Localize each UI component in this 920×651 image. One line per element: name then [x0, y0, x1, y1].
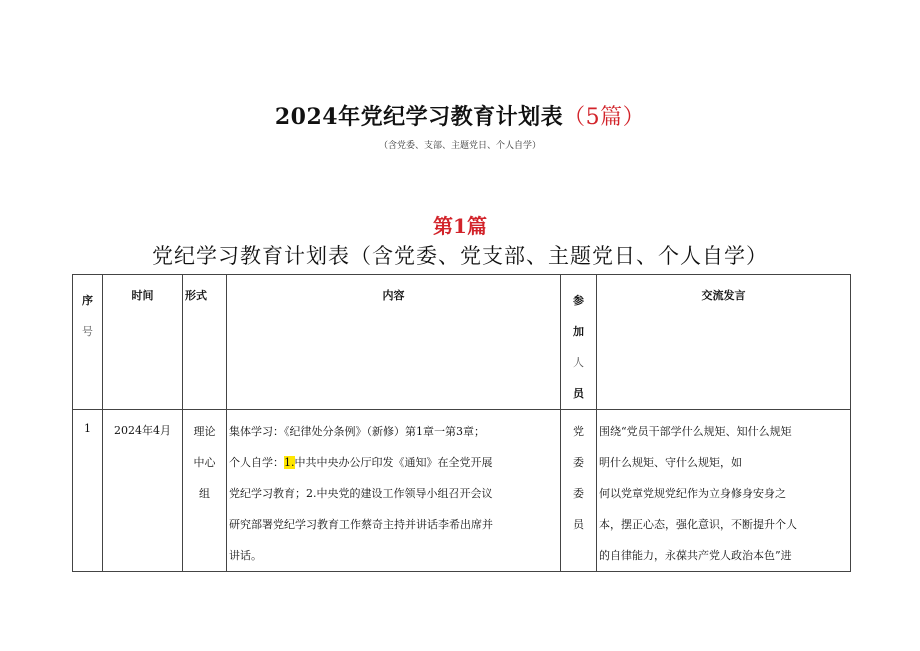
header-participants-char: 人	[573, 356, 584, 369]
content-line: 集体学习：《纪律处分条例》（新修）第1章一第3章；	[229, 425, 485, 438]
participants-char: 委	[573, 487, 584, 500]
participants-char: 员	[573, 518, 584, 531]
content-line: 党纪学习教育；2.中央党的建设工作领导小组召开会议	[229, 487, 493, 500]
header-participants-char: 参	[573, 294, 584, 307]
cell-participants	[561, 410, 597, 572]
content-line-suffix: 中共中央办公厅印发《通知》在全党开展	[294, 456, 493, 469]
content-highlight: 1.	[284, 456, 295, 469]
row-time: 2024年4月	[114, 424, 171, 437]
speech-line: 的自律能力，永葆共产党人政治本色”进	[599, 549, 792, 562]
table-row	[73, 410, 851, 572]
header-time-label: 时间	[131, 289, 154, 302]
header-speech-label: 交流发言	[701, 289, 746, 302]
header-form-label: 形式	[185, 289, 207, 302]
participants-char: 党	[573, 425, 584, 438]
cell-speech	[597, 410, 851, 572]
table-header-row	[73, 275, 851, 410]
speech-line: 本，摆正心态，强化意识，不断提升个人	[599, 518, 797, 531]
row-form-line: 理论	[193, 425, 216, 438]
header-speech	[597, 275, 851, 410]
header-participants-char: 加	[573, 325, 584, 338]
document-subtitle: （含党委、支部、主题党日、个人自学）	[378, 141, 541, 151]
header-content-label: 内容	[382, 289, 405, 302]
speech-line: 围绕“党员干部学什么规矩、知什么规矩	[599, 425, 792, 438]
part-label: 第1篇	[433, 214, 487, 238]
plan-table	[72, 274, 851, 572]
header-seq-char-2: 号	[82, 325, 93, 338]
content-line-prefix: 个人自学：	[229, 456, 284, 469]
row-form-line: 中心	[193, 456, 216, 469]
content-line: 讲话。	[229, 549, 262, 562]
cell-time	[103, 410, 183, 572]
header-seq	[73, 275, 103, 410]
speech-line: 何以党章党规党纪作为立身修身安身之	[599, 487, 786, 500]
header-seq-char-1: 序	[82, 294, 93, 307]
cell-seq	[73, 410, 103, 572]
content-line: 研究部署党纪学习教育工作蔡奇主持并讲话李希出席并	[229, 518, 493, 531]
part-title: 党纪学习教育计划表（含党委、党支部、主题党日、个人自学）	[152, 244, 768, 268]
header-content	[227, 275, 561, 410]
header-participants-char: 员	[573, 387, 584, 400]
row-seq: 1	[84, 422, 91, 435]
content-line	[229, 447, 556, 478]
header-participants	[561, 275, 597, 410]
speech-line: 明什么规矩、守什么规矩，如	[599, 456, 742, 469]
document-title-count: （5篇）	[563, 105, 646, 130]
document-title	[0, 100, 920, 131]
cell-form	[183, 410, 227, 572]
row-form-line: 组	[199, 487, 210, 500]
participants-char: 委	[573, 456, 584, 469]
header-form	[183, 275, 227, 410]
header-time	[103, 275, 183, 410]
cell-content	[227, 410, 561, 572]
document-title-main: 2024年党纪学习教育计划表	[274, 104, 564, 130]
